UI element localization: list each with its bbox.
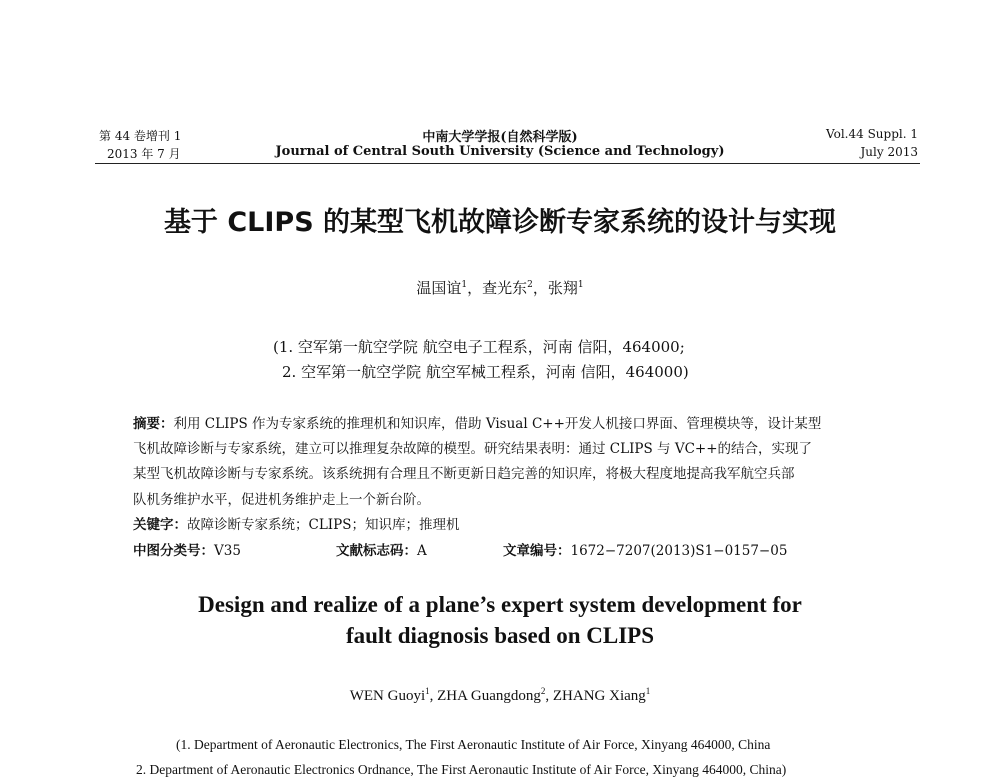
author-en-sep: , bbox=[429, 688, 438, 704]
keywords-cn bbox=[133, 513, 459, 533]
header-date-cn: 2013 年 7 月 bbox=[107, 147, 181, 161]
clc-number bbox=[133, 539, 241, 559]
author-cn-2-sup: 2 bbox=[527, 280, 533, 290]
affiliation-cn-1: (1. 空军第一航空学院 航空电子工程系，河南 信阳，464000; bbox=[273, 338, 685, 356]
doc-code bbox=[336, 539, 427, 559]
author-en-2: ZHA Guangdong bbox=[437, 688, 541, 704]
title-cn: 基于 CLIPS 的某型飞机故障诊断专家系统的设计与实现 bbox=[163, 207, 837, 238]
header-journal-en: Journal of Central South University (Science and Technology) bbox=[275, 144, 725, 159]
header-journal-cn: 中南大学学报(自然科学版) bbox=[422, 130, 578, 145]
art-label: 文章编号： bbox=[503, 543, 571, 559]
header-volume: 第 44 卷增刊 1 bbox=[99, 129, 182, 143]
author-sep: ， bbox=[532, 279, 548, 297]
author-en-3-sup: 1 bbox=[645, 686, 651, 696]
header-date-en: July 2013 bbox=[860, 145, 918, 159]
author-cn-3: 张翔 bbox=[547, 279, 578, 297]
author-en-1: WEN Guoyi bbox=[349, 688, 426, 704]
author-cn-1: 温国谊 bbox=[416, 279, 462, 297]
affiliation-cn-2: 2. 空军第一航空学院 航空军械工程系，河南 信阳，464000) bbox=[282, 363, 689, 381]
author-cn-2: 查光东 bbox=[482, 279, 528, 297]
abstract-cn-line-2: 飞机故障诊断与专家系统，建立可以推理复杂故障的模型。研究结果表明：通过 CLIPS 与 VC++的结合，实现了 bbox=[133, 441, 813, 457]
clc-value: V35 bbox=[214, 543, 241, 559]
keywords-cn-text: 故障诊断专家系统；CLIPS；知识库；推理机 bbox=[187, 517, 460, 533]
art-value: 1672−7207(2013)S1−0157−05 bbox=[570, 543, 788, 559]
article-number bbox=[503, 539, 787, 559]
doc-value: A bbox=[417, 543, 427, 559]
author-en-sep: , bbox=[545, 688, 553, 704]
author-en-1-sup: 1 bbox=[425, 686, 430, 696]
author-sep: ， bbox=[467, 279, 483, 297]
keywords-cn-label: 关键字： bbox=[133, 517, 187, 533]
abstract-cn-label: 摘要： bbox=[133, 416, 174, 432]
doc-label: 文献标志码： bbox=[336, 543, 417, 559]
affiliation-en-2: 2. Department of Aeronautic Electronics Ordnance, The First Aeronautic Institute of Air Force, Xinyang 464000, China) bbox=[136, 762, 787, 777]
author-cn-1-sup: 1 bbox=[461, 280, 468, 290]
clc-label: 中图分类号： bbox=[133, 543, 214, 559]
abstract-cn-line-3: 某型飞机故障诊断与专家系统。该系统拥有合理且不断更新日趋完善的知识库，将极大程度地提高我军航空兵部 bbox=[133, 466, 795, 482]
title-en-line-1: Design and realize of a plane’s expert system development for bbox=[198, 592, 802, 617]
affiliation-en-1: (1. Department of Aeronautic Electronics, The First Aeronautic Institute of Air Force, Xinyang 464000, China bbox=[176, 737, 771, 752]
abstract-cn-line-1 bbox=[133, 412, 821, 432]
authors-cn bbox=[0, 277, 1000, 298]
header-rule bbox=[95, 163, 920, 164]
title-en-line-2: fault diagnosis based on CLIPS bbox=[345, 623, 655, 648]
abstract-cn-line-4: 队机务维护水平，促进机务维护走上一个新台阶。 bbox=[133, 492, 430, 508]
authors-en bbox=[0, 686, 1000, 705]
author-en-2-sup: 2 bbox=[540, 686, 546, 696]
header-volume-en: Vol.44 Suppl. 1 bbox=[826, 127, 918, 141]
author-cn-3-sup: 1 bbox=[577, 280, 584, 290]
abstract-cn-text-1: 利用 CLIPS 作为专家系统的推理机和知识库，借助 Visual C++开发人机接口界面、管理模块等，设计某型 bbox=[173, 416, 822, 432]
author-en-3: ZHANG Xiang bbox=[552, 688, 646, 704]
